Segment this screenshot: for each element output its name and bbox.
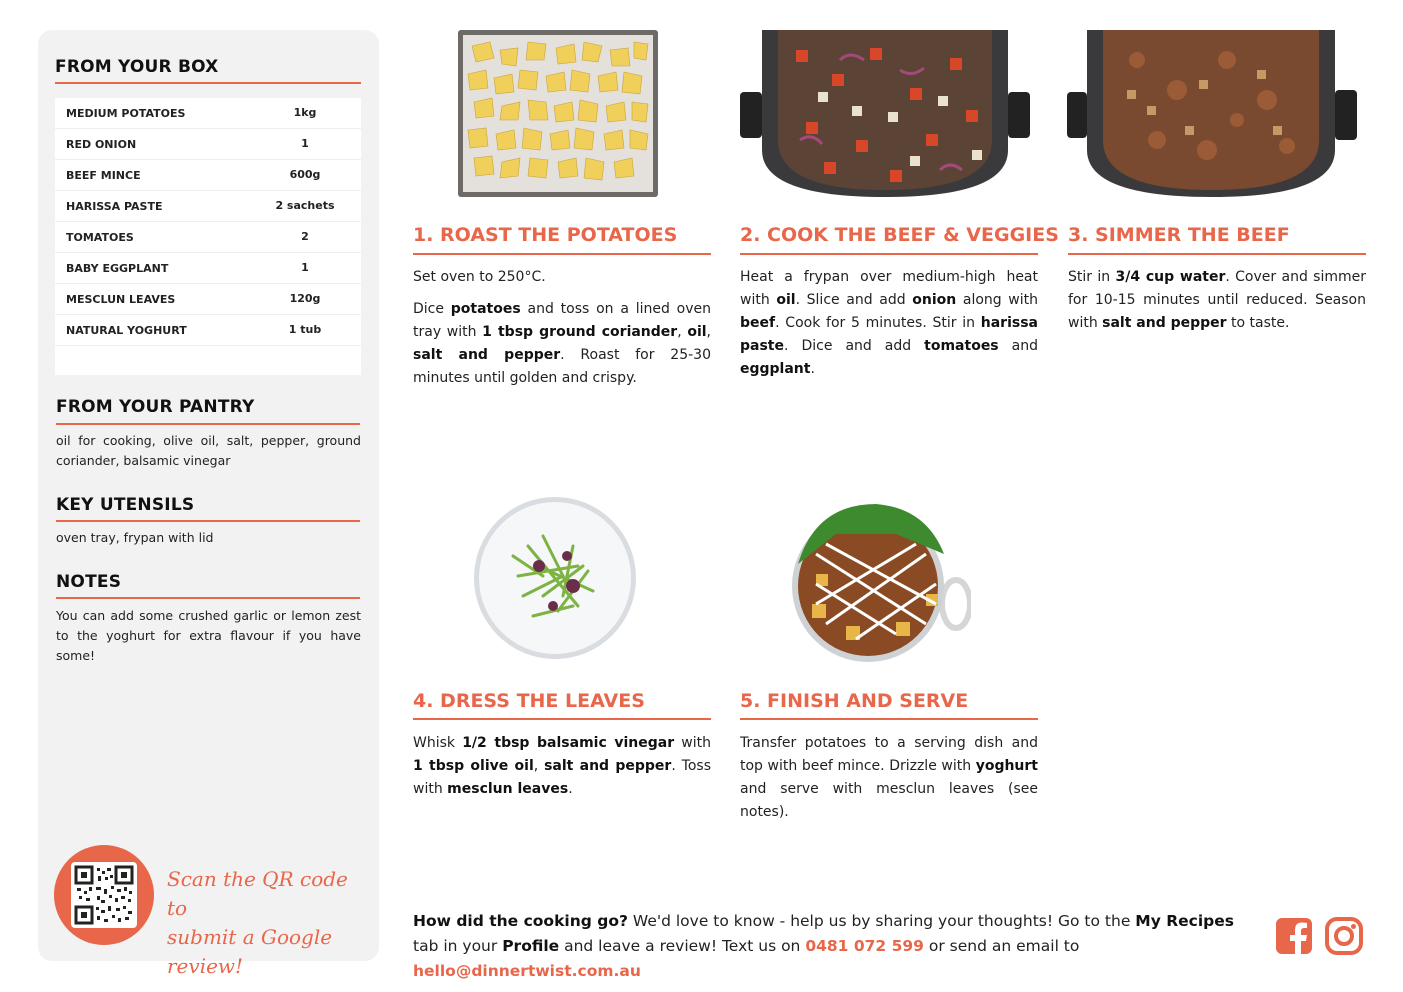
from-your-box-title: FROM YOUR BOX (55, 57, 219, 77)
ingredient-row (55, 191, 361, 222)
ingredient-row (55, 129, 361, 160)
ingredient-row (55, 98, 361, 129)
ingredient-qty: 2 sachets (275, 199, 335, 212)
footer-text: How did the cooking go? We'd love to know - help us by sharing your thoughts! Go to the My Recipes tab in your Profile and leave a review! Text us on 0481 072 599 or send an email to hello@dinnertwist.com.au (413, 912, 1234, 980)
phone-link[interactable]: 0481 072 599 (805, 937, 924, 955)
notes-title: NOTES (56, 572, 122, 592)
salad-plate-image (473, 496, 638, 661)
divider (740, 718, 1038, 720)
qr-caption-line: Scan the QR code to (167, 867, 348, 920)
step-1-title: 1. ROAST THE POTATOES (413, 224, 678, 246)
step-text: Dice potatoes and toss on a lined oven tray with 1 tbsp ground coriander, oil, salt and pepper. Roast for 25-30 minutes until golden and crispy. (413, 301, 711, 386)
step-4-body (413, 732, 711, 810)
ingredient-name: BEEF MINCE (66, 169, 141, 182)
step-3-title: 3. SIMMER THE BEEF (1068, 224, 1290, 246)
footer-question: How did the cooking go? (413, 912, 628, 930)
ingredient-qty: 1 tub (288, 323, 322, 336)
facebook-icon[interactable] (1275, 917, 1313, 955)
step-5-title: 5. FINISH AND SERVE (740, 690, 969, 712)
ingredient-qty: 1kg (293, 106, 317, 119)
qr-code-icon[interactable] (71, 862, 137, 928)
beef-veggies-pan-image (740, 30, 1030, 197)
ingredient-name: MESCLUN LEAVES (66, 293, 176, 306)
ingredient-name: TOMATOES (66, 231, 134, 244)
pantry-text: oil for cooking, olive oil, salt, pepper, ground coriander, balsamic vinegar (56, 433, 361, 468)
profile-link: Profile (502, 937, 560, 955)
step-2-body (740, 266, 1038, 390)
notes-text: You can add some crushed garlic or lemon zest to the yoghurt for extra flavour if you have some! (56, 608, 361, 663)
ingredient-qty: 120g (289, 292, 321, 305)
qr-badge (54, 845, 154, 945)
ingredient-row (55, 315, 361, 346)
email-link[interactable]: hello@dinnertwist.com.au (413, 962, 641, 980)
step-text: Transfer potatoes to a serving dish and top with beef mince. Drizzle with yoghurt and serve with mesclun leaves (see notes). (740, 735, 1038, 820)
step-4-title: 4. DRESS THE LEAVES (413, 690, 645, 712)
step-text: Set oven to 250°C. (413, 269, 546, 285)
step-text: Heat a frypan over medium-high heat with oil. Slice and add onion along with beef. Cook for 5 minutes. Stir in harissa paste. Dice and add tomatoes and eggplant. (740, 269, 1038, 377)
divider (55, 82, 361, 84)
instagram-icon[interactable] (1325, 917, 1363, 955)
simmered-beef-pan-image (1067, 30, 1357, 197)
qr-caption (167, 865, 367, 981)
divider (413, 718, 711, 720)
step-1-body (413, 266, 711, 399)
ingredient-name: BABY EGGPLANT (66, 262, 169, 275)
ingredient-row (55, 284, 361, 315)
ingredient-qty: 1 (301, 137, 309, 150)
ingredient-name: HARISSA PASTE (66, 200, 163, 213)
ingredient-qty: 600g (289, 168, 321, 181)
qr-caption-line: submit a Google review! (167, 925, 333, 978)
ingredient-row (55, 222, 361, 253)
divider (56, 597, 360, 599)
divider (413, 253, 711, 255)
ingredient-row (55, 160, 361, 191)
roasted-potatoes-image (458, 30, 658, 197)
step-text: Stir in 3/4 cup water. Cover and simmer for 10-15 minutes until reduced. Season with salt and pepper to taste. (1068, 269, 1366, 331)
step-text: Whisk 1/2 tbsp balsamic vinegar with 1 tbsp olive oil, salt and pepper. Toss with mesclun leaves. (413, 735, 711, 797)
step-3-body (1068, 266, 1366, 344)
key-utensils-title: KEY UTENSILS (56, 495, 195, 515)
step-2-title: 2. COOK THE BEEF & VEGGIES (740, 224, 1059, 246)
ingredients-table (55, 98, 361, 375)
divider (1068, 253, 1366, 255)
ingredient-name: MEDIUM POTATOES (66, 107, 186, 120)
from-your-pantry-title: FROM YOUR PANTRY (56, 397, 255, 417)
my-recipes-link: My Recipes (1135, 912, 1234, 930)
ingredient-name: RED ONION (66, 138, 137, 151)
served-dish-image (776, 494, 971, 662)
sidebar (38, 30, 379, 978)
ingredient-name: NATURAL YOGHURT (66, 324, 187, 337)
divider (56, 423, 360, 425)
ingredient-qty: 2 (301, 230, 309, 243)
ingredient-row (55, 253, 361, 284)
divider (56, 520, 360, 522)
divider (740, 253, 1038, 255)
ingredient-qty: 1 (301, 261, 309, 274)
step-5-body (740, 732, 1038, 833)
utensils-text: oven tray, frypan with lid (56, 530, 214, 545)
